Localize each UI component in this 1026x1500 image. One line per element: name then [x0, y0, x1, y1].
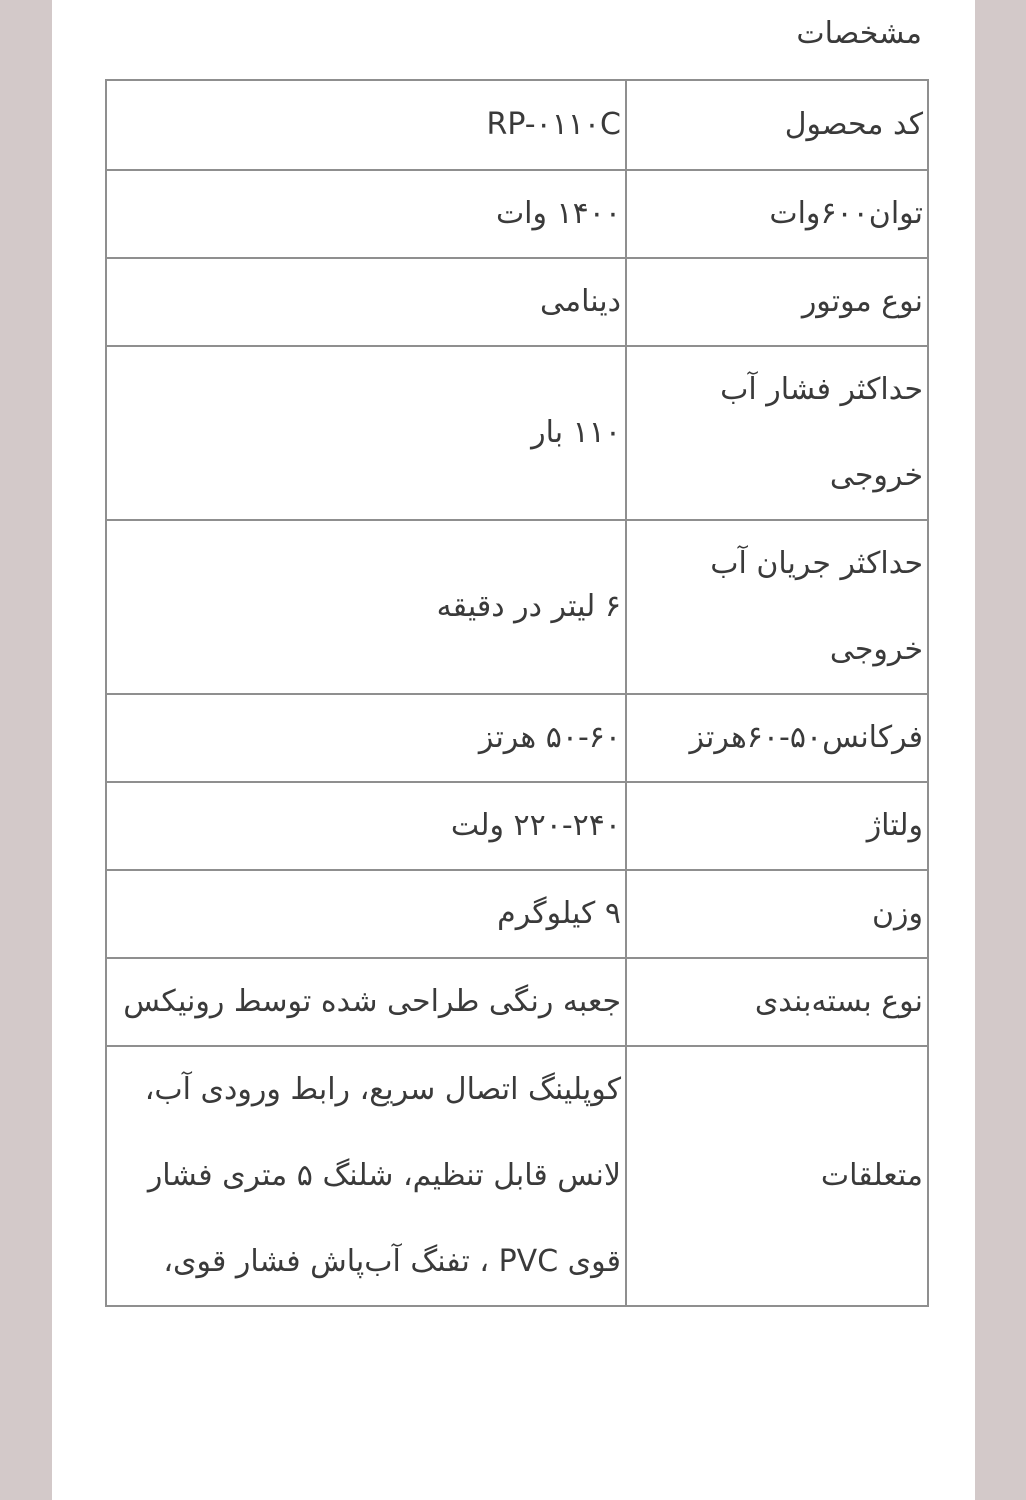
table-row	[106, 170, 928, 258]
table-row	[106, 258, 928, 346]
table-row	[106, 520, 928, 694]
spec-value: ۹ کیلوگرم	[106, 870, 626, 958]
table-row	[106, 782, 928, 870]
spec-label: حداکثر فشار آب خروجی	[626, 346, 928, 520]
spec-label: متعلقات	[626, 1046, 928, 1306]
spec-value: کوپلینگ اتصال سریع، رابط ورودی آب، لانس قابل تنظیم، شلنگ ۵ متری فشار قوی PVC ، تفنگ آب‌پاش فشار قوی،	[106, 1046, 626, 1306]
spec-value: جعبه رنگی طراحی شده توسط رونیکس	[106, 958, 626, 1046]
spec-value: ۲۲۰-۲۴۰ ولت	[106, 782, 626, 870]
spec-label: ولتاژ	[626, 782, 928, 870]
spec-label: فرکانس۵۰-۶۰هرتز	[626, 694, 928, 782]
spec-label: نوع موتور	[626, 258, 928, 346]
spec-value: ۶ لیتر در دقیقه	[106, 520, 626, 694]
spec-label: کد محصول	[626, 80, 928, 170]
table-row	[106, 80, 928, 170]
spec-value: ۵۰-۶۰ هرتز	[106, 694, 626, 782]
spec-value: RP-۰۱۱۰C	[106, 80, 626, 170]
spec-label: نوع بسته‌بندی	[626, 958, 928, 1046]
table-row	[106, 958, 928, 1046]
table-row	[106, 1046, 928, 1306]
section-title: مشخصات	[796, 16, 922, 51]
table-row	[106, 694, 928, 782]
table-row	[106, 346, 928, 520]
spec-value: دینامی	[106, 258, 626, 346]
table-row	[106, 870, 928, 958]
spec-label: توان۶۰۰وات	[626, 170, 928, 258]
spec-label: حداکثر جریان آب خروجی	[626, 520, 928, 694]
spec-value: ۱۱۰ بار	[106, 346, 626, 520]
spec-label: وزن	[626, 870, 928, 958]
content-page	[52, 0, 975, 1500]
spec-value: ۱۴۰۰ وات	[106, 170, 626, 258]
specifications-table	[105, 79, 929, 1307]
